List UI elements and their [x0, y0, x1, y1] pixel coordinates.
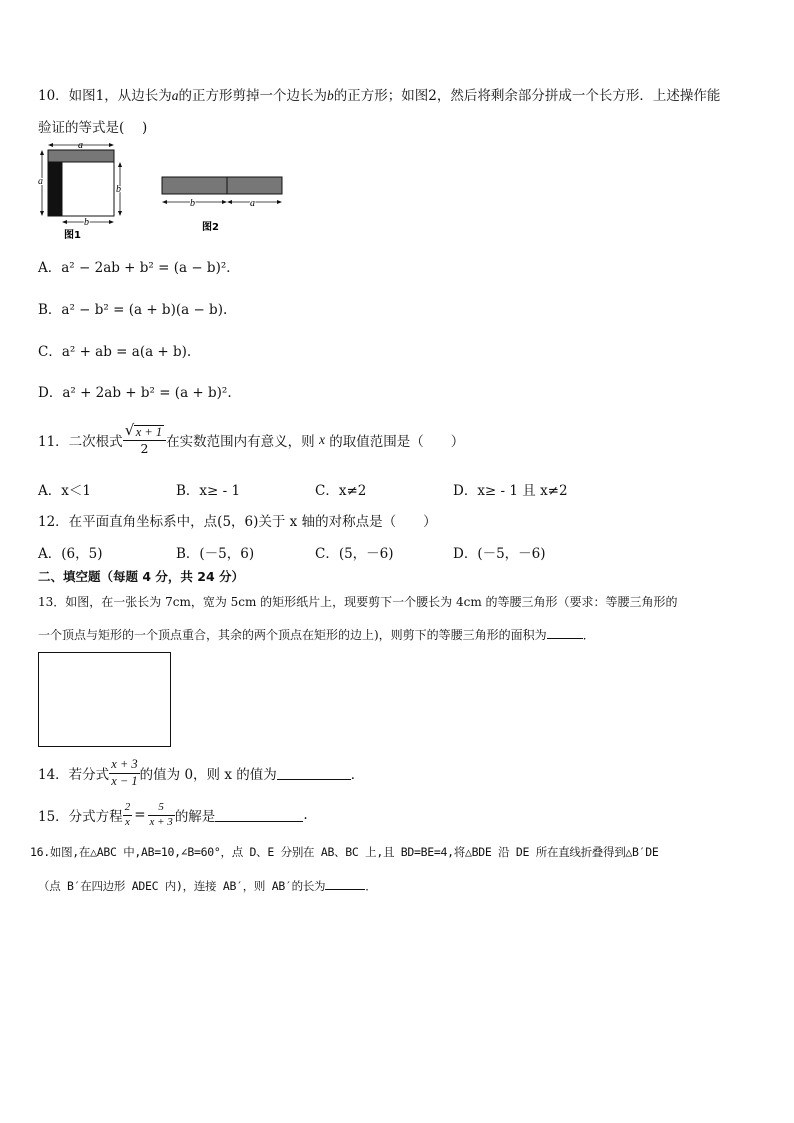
q16-line2: （点 B′在四边形 ADEC 内)，连接 AB′，则 AB′的长为 ．: [38, 876, 376, 894]
q14-fraction: $\frac{x + 3}{x - 1}$: [111, 757, 138, 788]
q10-option-c: C．a² + ab = a(a + b).: [38, 344, 192, 360]
fig2-label-a: a: [250, 198, 255, 209]
fig1-inner-square: [62, 162, 114, 216]
q15-stem: 15．分式方程 $\frac{2}{x}$ = $\frac{5}{x + 3}$ 的解是 .: [38, 800, 308, 828]
q11-radical-fraction: √ x + 1 2: [123, 425, 166, 455]
q16-answer-blank[interactable]: [325, 876, 365, 890]
q15-right-fraction: $\frac{5}{x + 3}$: [149, 800, 173, 828]
q13-line2: 一个顶点与矩形的一个顶点重合，其余的两个顶点在矩形的边上)，则剪下的等腰三角形的面积为 ．: [38, 625, 595, 643]
section-2-title: 二、填空题（每题 4 分，共 24 分）: [38, 569, 245, 584]
q10-option-a: A．a² − 2ab + b² = (a − b)²．: [38, 260, 240, 276]
q11-stem: 11．二次根式 √ x + 1 2 在实数范围内有意义，则 x 的取值范围是（ ）: [38, 420, 465, 456]
fig1-label-bottom: b: [84, 217, 89, 228]
fig1-square: [48, 150, 114, 216]
q12-option-a: A．(6，5): [38, 546, 103, 562]
q13-answer-blank[interactable]: [547, 625, 583, 639]
q11-option-d: D．x≥ - 1 且 x≠2: [453, 483, 568, 499]
q11-option-b: B．x≥ - 1: [176, 483, 241, 499]
fig1-left-strip: [48, 162, 62, 216]
fig1-top-strip: [48, 150, 114, 162]
q11-option-a: A．x＜1: [38, 483, 91, 499]
fig1-label-right: b: [116, 184, 121, 195]
q14-answer-blank[interactable]: [277, 766, 351, 780]
q13-rectangle-figure: [38, 652, 171, 747]
q14-stem: 14．若分式 $\frac{x + 3}{x - 1}$ 的值为 0，则 x 的值为 ．: [38, 757, 365, 788]
fig2-rectangle: [162, 177, 282, 194]
fig1-caption: 图1: [64, 230, 81, 241]
q13-line1: 13．如图，在一张长为 7cm，宽为 5cm 的矩形纸片上，现要剪下一个腰长为 4cm 的等腰三角形（要求：等腰三角形的: [38, 595, 678, 609]
q15-left-fraction: $\frac{2}{x}$: [124, 800, 131, 828]
q10-stem-line2: 验证的等式是( ): [38, 120, 148, 136]
q12-stem: 12．在平面直角坐标系中，点(5，6)关于 x 轴的对称点是（ ）: [38, 514, 437, 530]
q12-option-d: D．(－5，－6): [453, 546, 546, 562]
q15-answer-blank[interactable]: [215, 808, 303, 822]
fig2-caption: 图2: [202, 222, 219, 233]
q12-option-c: C．(5，－6): [315, 546, 394, 562]
fig1-label-top: a: [78, 140, 83, 151]
q10-option-b: B．a² − b² = (a + b)(a − b).: [38, 302, 228, 318]
fig2-label-b: b: [190, 198, 195, 209]
q10-figure: [34, 140, 294, 242]
q10-stem-line1: 10．如图1，从边长为a的正方形剪掉一个边长为b的正方形；如图2，然后将剩余部分拼成一个长方形．上述操作能: [38, 88, 721, 104]
q11-option-c: C．x≠2: [315, 483, 367, 499]
fig1-label-left: a: [38, 176, 43, 187]
q10-option-d: D．a² + 2ab + b² = (a + b)².: [38, 385, 232, 401]
q12-option-b: B．(－5，6): [176, 546, 255, 562]
q16-line1: 16.如图,在△ABC 中,AB=10,∠B=60°，点 D、E 分别在 AB、BC 上,且 BD=BE=4,将△BDE 沿 DE 所在直线折叠得到△B′DE: [30, 845, 659, 859]
